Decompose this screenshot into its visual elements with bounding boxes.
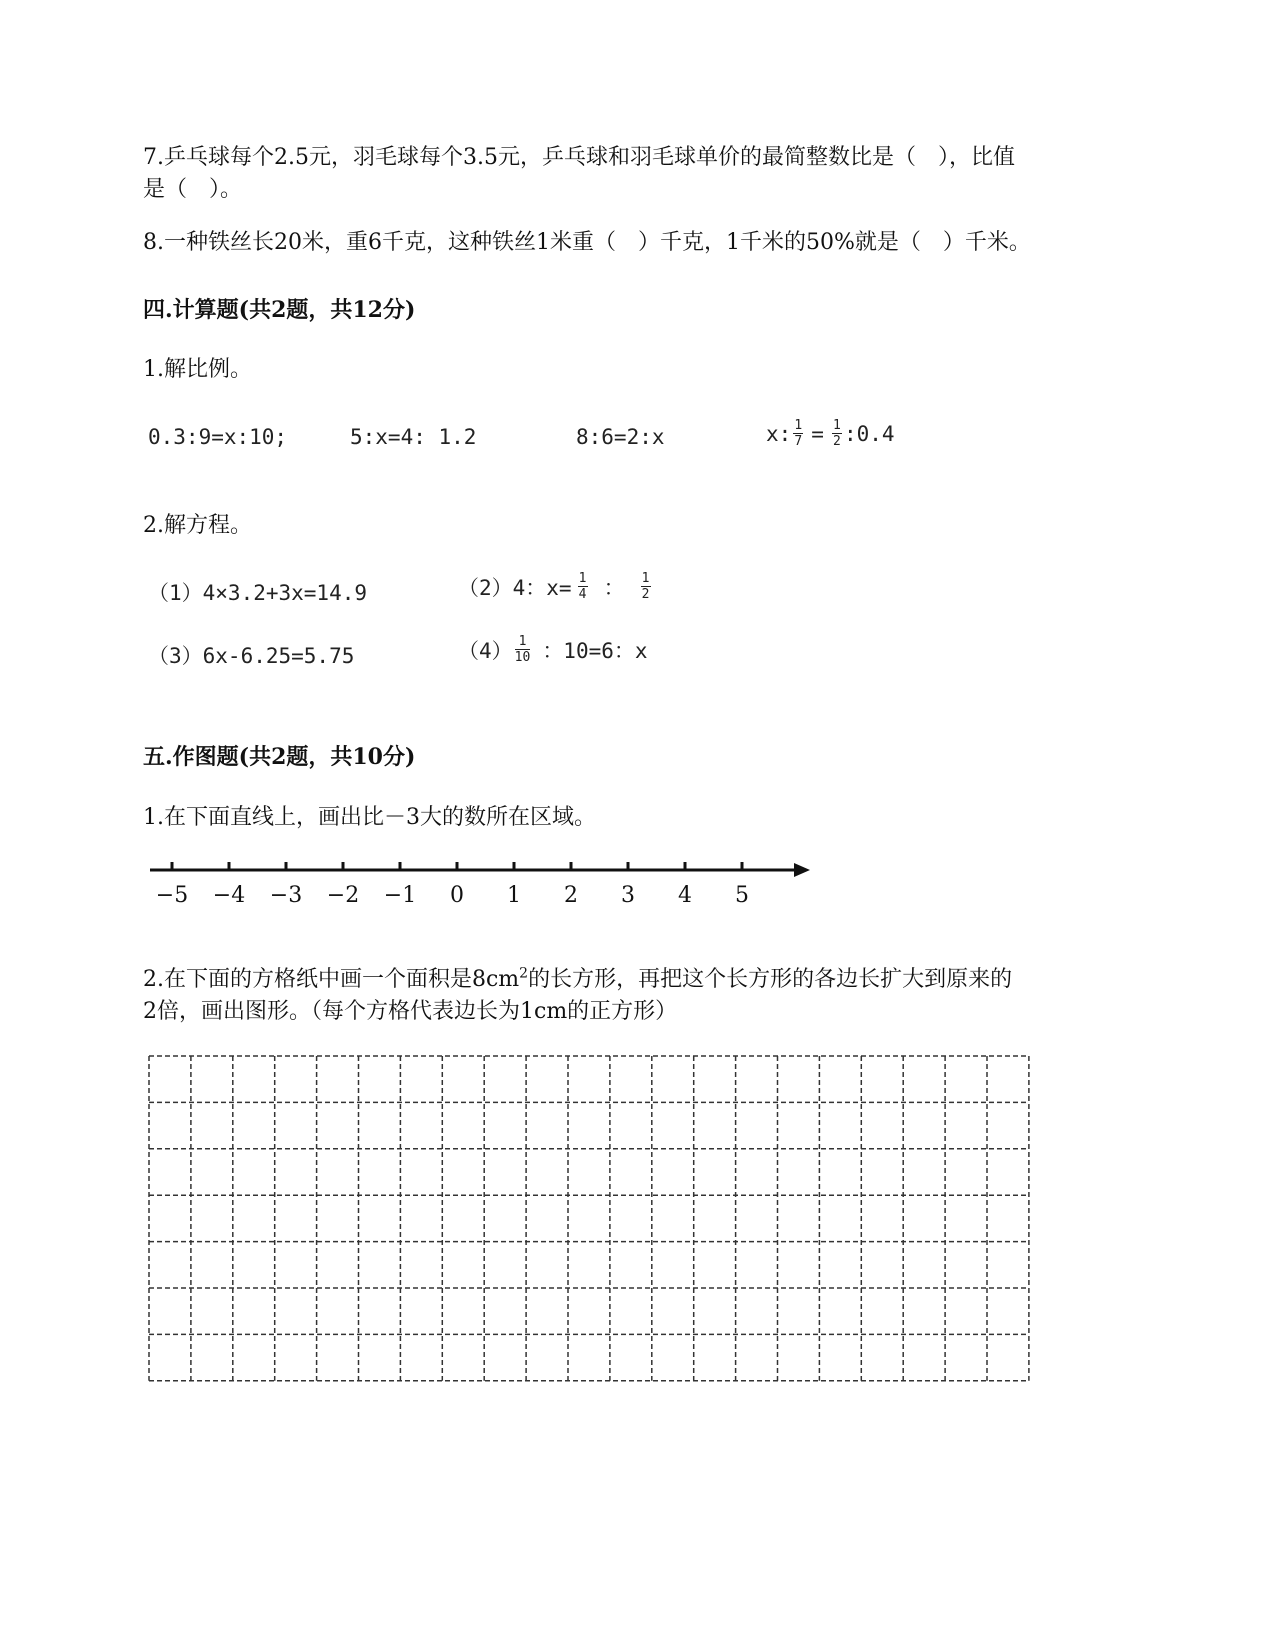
tick-label: 0: [450, 883, 464, 908]
tick-label: −5: [155, 883, 189, 908]
section-5-heading: 五.作图题(共2题，共10分): [143, 744, 416, 770]
grid-lines: [149, 1056, 1029, 1381]
fraction-one-quarter: $\frac{1}{4}$: [578, 571, 587, 602]
tick-label: −2: [326, 883, 360, 908]
equation-4: （4） $\frac{1}{10}$ ：10=6：x: [458, 634, 648, 665]
tick-label: 1: [507, 883, 521, 908]
s4-problem-1-title: 1.解比例。: [143, 357, 252, 382]
proportion-1: 0.3:9=x:10;: [148, 425, 288, 449]
number-line: [140, 850, 820, 920]
section-4-heading: 四.计算题(共2题，共12分): [143, 297, 416, 323]
equation-2: （2）4：x= $\frac{1}{4}$ ： $\frac{1}{2}$: [458, 571, 650, 602]
tick-label: 4: [678, 883, 692, 908]
question-7-line1: 7.乒乓球每个2.5元，羽毛球每个3.5元，乒乓球和羽毛球单价的最简整数比是（ ），比值: [143, 145, 1015, 170]
equation-3: （3）6x-6.25=5.75: [148, 644, 355, 668]
fraction-one-half-b: $\frac{1}{2}$: [641, 571, 650, 602]
tick-label: 5: [735, 883, 749, 908]
proportion-3: 8:6=2:x: [576, 425, 665, 449]
s4-problem-2-title: 2.解方程。: [143, 513, 252, 538]
fraction-one-tenth: $\frac{1}{10}$: [514, 634, 531, 665]
arrow-head-icon: [794, 863, 810, 877]
tick-label: −3: [269, 883, 303, 908]
proportion-2: 5:x=4: 1.2: [350, 425, 477, 449]
question-7-line2: 是（ ）。: [143, 177, 243, 202]
tick-label: 3: [621, 883, 635, 908]
fraction-one-half: $\frac{1}{2}$: [833, 418, 841, 449]
s5-problem-1-title: 1.在下面直线上，画出比－3大的数所在区域。: [143, 805, 596, 830]
question-8: 8.一种铁丝长20米，重6千克，这种铁丝1米重（ ）千克，1千米的50%就是（ ）千米。: [143, 230, 1031, 255]
equation-1: （1）4×3.2+3x=14.9: [148, 581, 368, 605]
proportion-4: x: $\frac{1}{7}$ = $\frac{1}{2}$ :0.4: [766, 418, 895, 449]
grid-paper[interactable]: [145, 1052, 1035, 1387]
tick-label: 2: [564, 883, 578, 908]
tick-label: −4: [212, 883, 246, 908]
fraction-one-seventh: $\frac{1}{7}$: [794, 418, 803, 449]
tick-label: −1: [383, 883, 417, 908]
s5-problem-2-line1: 2.在下面的方格纸中画一个面积是$8cm^2$的长方形，再把这个长方形的各边长扩大到原来的: [143, 965, 1013, 992]
s5-problem-2-line2: 2倍，画出图形。（每个方格代表边长为1cm的正方形）: [143, 999, 678, 1024]
